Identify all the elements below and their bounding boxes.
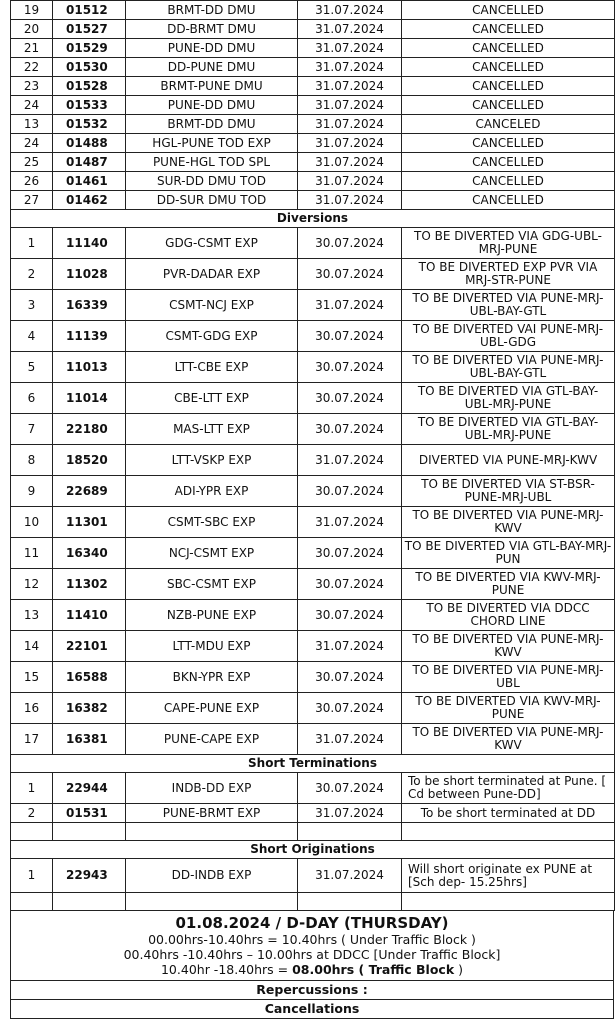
sr-no: 11 bbox=[11, 538, 53, 569]
repercussions-label: Repercussions : bbox=[10, 981, 614, 1000]
table-row bbox=[11, 321, 615, 352]
remark: TO BE DIVERTED VIA PUNE-MRJ-KWV bbox=[402, 631, 615, 662]
train-no: 01530 bbox=[53, 58, 126, 77]
sr-no: 24 bbox=[11, 134, 53, 153]
train-name: GDG-CSMT EXP bbox=[126, 228, 298, 259]
table-row bbox=[11, 58, 615, 77]
sr-no: 25 bbox=[11, 153, 53, 172]
table-row bbox=[11, 115, 615, 134]
short-originations-section bbox=[11, 841, 615, 911]
sr-no: 1 bbox=[11, 773, 53, 804]
remark: CANCELLED bbox=[402, 1, 615, 20]
remark: TO BE DIVERTED VIA GTL-BAY-MRJ-PUN bbox=[402, 538, 615, 569]
sr-no: 1 bbox=[11, 228, 53, 259]
train-no: 01528 bbox=[53, 77, 126, 96]
remark: CANCELLED bbox=[402, 153, 615, 172]
empty-cell bbox=[126, 823, 298, 841]
sr-no: 19 bbox=[11, 1, 53, 20]
table-row bbox=[11, 804, 615, 823]
date: 31.07.2024 bbox=[298, 507, 402, 538]
sr-no: 21 bbox=[11, 39, 53, 58]
remark: TO BE DIVERTED VIA KWV-MRJ-PUNE bbox=[402, 693, 615, 724]
remark: TO BE DIVERTED VIA PUNE-MRJ-UBL-BAY-GTL bbox=[402, 290, 615, 321]
train-name: CSMT-SBC EXP bbox=[126, 507, 298, 538]
sr-no: 6 bbox=[11, 383, 53, 414]
table-row bbox=[11, 724, 615, 755]
table-row bbox=[11, 600, 615, 631]
train-name: DD-PUNE DMU bbox=[126, 58, 298, 77]
short-terminations-section bbox=[11, 755, 615, 841]
train-name: LTT-MDU EXP bbox=[126, 631, 298, 662]
table-row bbox=[11, 383, 615, 414]
table-row bbox=[11, 228, 615, 259]
date: 31.07.2024 bbox=[298, 290, 402, 321]
empty-cell bbox=[298, 893, 402, 911]
date: 31.07.2024 bbox=[298, 445, 402, 476]
train-name: HGL-PUNE TOD EXP bbox=[126, 134, 298, 153]
date: 30.07.2024 bbox=[298, 476, 402, 507]
remark: TO BE DIVERTED VIA PUNE-MRJ-UBL-BAY-GTL bbox=[402, 352, 615, 383]
train-name: NCJ-CSMT EXP bbox=[126, 538, 298, 569]
empty-cell bbox=[11, 893, 53, 911]
table-row bbox=[11, 631, 615, 662]
table-row bbox=[11, 352, 615, 383]
remark: To be short terminated at Pune. [ Cd between Pune-DD] bbox=[402, 773, 615, 804]
train-no: 01512 bbox=[53, 1, 126, 20]
date: 31.07.2024 bbox=[298, 115, 402, 134]
train-no: 16339 bbox=[53, 290, 126, 321]
remark: CANCELLED bbox=[402, 191, 615, 210]
empty-row bbox=[11, 823, 615, 841]
train-no: 22689 bbox=[53, 476, 126, 507]
train-name: BRMT-PUNE DMU bbox=[126, 77, 298, 96]
empty-cell bbox=[298, 823, 402, 841]
table-row bbox=[11, 1, 615, 20]
sr-no: 27 bbox=[11, 191, 53, 210]
table-row bbox=[11, 20, 615, 39]
train-name: PUNE-HGL TOD SPL bbox=[126, 153, 298, 172]
empty-cell bbox=[402, 823, 615, 841]
table-row bbox=[11, 39, 615, 58]
date: 30.07.2024 bbox=[298, 383, 402, 414]
train-no: 16381 bbox=[53, 724, 126, 755]
schedule-table bbox=[10, 0, 615, 911]
table-row bbox=[11, 96, 615, 115]
train-no: 01462 bbox=[53, 191, 126, 210]
remark: CANCELLED bbox=[402, 39, 615, 58]
dday-section bbox=[10, 911, 614, 981]
date: 30.07.2024 bbox=[298, 352, 402, 383]
remark: TO BE DIVERTED VIA DDCC CHORD LINE bbox=[402, 600, 615, 631]
remark: TO BE DIVERTED VIA PUNE-MRJ-UBL bbox=[402, 662, 615, 693]
train-name: PVR-DADAR EXP bbox=[126, 259, 298, 290]
sr-no: 23 bbox=[11, 77, 53, 96]
train-no: 22944 bbox=[53, 773, 126, 804]
table-row bbox=[11, 77, 615, 96]
diversions-section bbox=[11, 210, 615, 755]
sr-no: 9 bbox=[11, 476, 53, 507]
dday-line-3 bbox=[11, 962, 613, 977]
date: 31.07.2024 bbox=[298, 134, 402, 153]
sr-no: 15 bbox=[11, 662, 53, 693]
train-name: LTT-CBE EXP bbox=[126, 352, 298, 383]
empty-cell bbox=[126, 893, 298, 911]
date: 31.07.2024 bbox=[298, 859, 402, 893]
train-name: BRMT-DD DMU bbox=[126, 115, 298, 134]
train-no: 01529 bbox=[53, 39, 126, 58]
date: 31.07.2024 bbox=[298, 631, 402, 662]
train-name: PUNE-DD DMU bbox=[126, 96, 298, 115]
train-name: CBE-LTT EXP bbox=[126, 383, 298, 414]
train-no: 22180 bbox=[53, 414, 126, 445]
remark: TO BE DIVERTED VAI PUNE-MRJ-UBL-GDG bbox=[402, 321, 615, 352]
train-name: NZB-PUNE EXP bbox=[126, 600, 298, 631]
train-name: DD-SUR DMU TOD bbox=[126, 191, 298, 210]
train-no: 11139 bbox=[53, 321, 126, 352]
date: 30.07.2024 bbox=[298, 773, 402, 804]
date: 30.07.2024 bbox=[298, 600, 402, 631]
table-row bbox=[11, 290, 615, 321]
remark: CANCELLED bbox=[402, 134, 615, 153]
remark: CANCELED bbox=[402, 115, 615, 134]
train-no: 01527 bbox=[53, 20, 126, 39]
remark: TO BE DIVERTED VIA PUNE-MRJ-KWV bbox=[402, 507, 615, 538]
sr-no: 5 bbox=[11, 352, 53, 383]
sr-no: 17 bbox=[11, 724, 53, 755]
sr-no: 24 bbox=[11, 96, 53, 115]
date: 31.07.2024 bbox=[298, 724, 402, 755]
date: 31.07.2024 bbox=[298, 77, 402, 96]
train-no: 01532 bbox=[53, 115, 126, 134]
dday-line-2: 00.40hrs -10.40hrs – 10.00hrs at DDCC [Under Traffic Block] bbox=[123, 947, 501, 962]
sr-no: 13 bbox=[11, 115, 53, 134]
train-name: CSMT-GDG EXP bbox=[126, 321, 298, 352]
dday-line-3-bold: 08.00hrs ( Traffic Block bbox=[292, 962, 455, 977]
remark: TO BE DIVERTED VIA GTL-BAY-UBL-MRJ-PUNE bbox=[402, 383, 615, 414]
train-name: PUNE-DD DMU bbox=[126, 39, 298, 58]
sr-no: 8 bbox=[11, 445, 53, 476]
sr-no: 1 bbox=[11, 859, 53, 893]
train-name: INDB-DD EXP bbox=[126, 773, 298, 804]
sr-no: 20 bbox=[11, 20, 53, 39]
date: 30.07.2024 bbox=[298, 228, 402, 259]
train-no: 11014 bbox=[53, 383, 126, 414]
table-row bbox=[11, 134, 615, 153]
remark: CANCELLED bbox=[402, 58, 615, 77]
train-name: CAPE-PUNE EXP bbox=[126, 693, 298, 724]
remark: TO BE DIVERTED EXP PVR VIA MRJ-STR-PUNE bbox=[402, 259, 615, 290]
sr-no: 3 bbox=[11, 290, 53, 321]
table-row bbox=[11, 662, 615, 693]
sr-no: 13 bbox=[11, 600, 53, 631]
sr-no: 14 bbox=[11, 631, 53, 662]
train-no: 01488 bbox=[53, 134, 126, 153]
train-name: DD-INDB EXP bbox=[126, 859, 298, 893]
remark: Will short originate ex PUNE at [Sch dep- 15.25hrs] bbox=[402, 859, 615, 893]
train-no: 18520 bbox=[53, 445, 126, 476]
date: 30.07.2024 bbox=[298, 693, 402, 724]
train-no: 01531 bbox=[53, 804, 126, 823]
train-name: DD-BRMT DMU bbox=[126, 20, 298, 39]
date: 31.07.2024 bbox=[298, 804, 402, 823]
remark: CANCELLED bbox=[402, 77, 615, 96]
train-no: 16382 bbox=[53, 693, 126, 724]
train-no: 16588 bbox=[53, 662, 126, 693]
date: 31.07.2024 bbox=[298, 96, 402, 115]
table-row bbox=[11, 153, 615, 172]
train-name: SUR-DD DMU TOD bbox=[126, 172, 298, 191]
table-row bbox=[11, 259, 615, 290]
remark: To be short terminated at DD bbox=[402, 804, 615, 823]
train-no: 16340 bbox=[53, 538, 126, 569]
train-no: 11410 bbox=[53, 600, 126, 631]
remark: TO BE DIVERTED VIA GTL-BAY-UBL-MRJ-PUNE bbox=[402, 414, 615, 445]
remark: CANCELLED bbox=[402, 172, 615, 191]
sr-no: 16 bbox=[11, 693, 53, 724]
empty-cell bbox=[53, 823, 126, 841]
date: 31.07.2024 bbox=[298, 153, 402, 172]
date: 31.07.2024 bbox=[298, 1, 402, 20]
train-name: CSMT-NCJ EXP bbox=[126, 290, 298, 321]
table-row bbox=[11, 569, 615, 600]
date: 30.07.2024 bbox=[298, 662, 402, 693]
date: 31.07.2024 bbox=[298, 58, 402, 77]
remark: CANCELLED bbox=[402, 20, 615, 39]
diversions-title: Diversions bbox=[11, 210, 615, 228]
date: 30.07.2024 bbox=[298, 259, 402, 290]
sr-no: 2 bbox=[11, 259, 53, 290]
table-row bbox=[11, 693, 615, 724]
empty-cell bbox=[402, 893, 615, 911]
date: 31.07.2024 bbox=[298, 172, 402, 191]
dday-line-3-suffix: ) bbox=[454, 962, 464, 977]
remark: CANCELLED bbox=[402, 96, 615, 115]
cancellations-continued bbox=[11, 1, 615, 210]
train-no: 01461 bbox=[53, 172, 126, 191]
remark: TO BE DIVERTED VIA PUNE-MRJ-KWV bbox=[402, 724, 615, 755]
train-name: PUNE-BRMT EXP bbox=[126, 804, 298, 823]
date: 31.07.2024 bbox=[298, 20, 402, 39]
remark: TO BE DIVERTED VIA KWV-MRJ-PUNE bbox=[402, 569, 615, 600]
train-name: LTT-VSKP EXP bbox=[126, 445, 298, 476]
train-no: 01487 bbox=[53, 153, 126, 172]
empty-row bbox=[11, 893, 615, 911]
sr-no: 10 bbox=[11, 507, 53, 538]
train-no: 11302 bbox=[53, 569, 126, 600]
date: 30.07.2024 bbox=[298, 414, 402, 445]
short-terminations-title: Short Terminations bbox=[11, 755, 615, 773]
train-name: MAS-LTT EXP bbox=[126, 414, 298, 445]
date: 31.07.2024 bbox=[298, 39, 402, 58]
section-header bbox=[11, 755, 615, 773]
train-name: SBC-CSMT EXP bbox=[126, 569, 298, 600]
table-row bbox=[11, 859, 615, 893]
train-no: 11301 bbox=[53, 507, 126, 538]
table-row bbox=[11, 445, 615, 476]
empty-cell bbox=[53, 893, 126, 911]
date: 30.07.2024 bbox=[298, 321, 402, 352]
cancellations-label: Cancellations bbox=[10, 1000, 614, 1019]
table-row bbox=[11, 476, 615, 507]
sr-no: 22 bbox=[11, 58, 53, 77]
remark: DIVERTED VIA PUNE-MRJ-KWV bbox=[402, 445, 615, 476]
empty-cell bbox=[11, 823, 53, 841]
short-originations-title: Short Originations bbox=[11, 841, 615, 859]
remark: TO BE DIVERTED VIA ST-BSR-PUNE-MRJ-UBL bbox=[402, 476, 615, 507]
train-name: ADI-YPR EXP bbox=[126, 476, 298, 507]
date: 31.07.2024 bbox=[298, 191, 402, 210]
train-name: PUNE-CAPE EXP bbox=[126, 724, 298, 755]
dday-line-1: 00.00hrs-10.40hrs = 10.40hrs ( Under Traffic Block ) bbox=[148, 932, 476, 947]
section-header bbox=[11, 210, 615, 228]
sr-no: 26 bbox=[11, 172, 53, 191]
train-name: BKN-YPR EXP bbox=[126, 662, 298, 693]
train-no: 22101 bbox=[53, 631, 126, 662]
train-no: 22943 bbox=[53, 859, 126, 893]
dday-line-3-prefix: 10.40hr -18.40hrs = bbox=[160, 962, 293, 977]
sr-no: 2 bbox=[11, 804, 53, 823]
train-no: 11140 bbox=[53, 228, 126, 259]
train-no: 01533 bbox=[53, 96, 126, 115]
table-row bbox=[11, 414, 615, 445]
section-header bbox=[11, 841, 615, 859]
table-row bbox=[11, 172, 615, 191]
date: 30.07.2024 bbox=[298, 538, 402, 569]
sr-no: 12 bbox=[11, 569, 53, 600]
dday-title: 01.08.2024 / D-DAY (THURSDAY) bbox=[175, 914, 449, 932]
table-row bbox=[11, 191, 615, 210]
table-row bbox=[11, 538, 615, 569]
sr-no: 7 bbox=[11, 414, 53, 445]
train-no: 11028 bbox=[53, 259, 126, 290]
remark: TO BE DIVERTED VIA GDG-UBL-MRJ-PUNE bbox=[402, 228, 615, 259]
train-no: 11013 bbox=[53, 352, 126, 383]
date: 30.07.2024 bbox=[298, 569, 402, 600]
table-row bbox=[11, 773, 615, 804]
sr-no: 4 bbox=[11, 321, 53, 352]
train-name: BRMT-DD DMU bbox=[126, 1, 298, 20]
table-row bbox=[11, 507, 615, 538]
